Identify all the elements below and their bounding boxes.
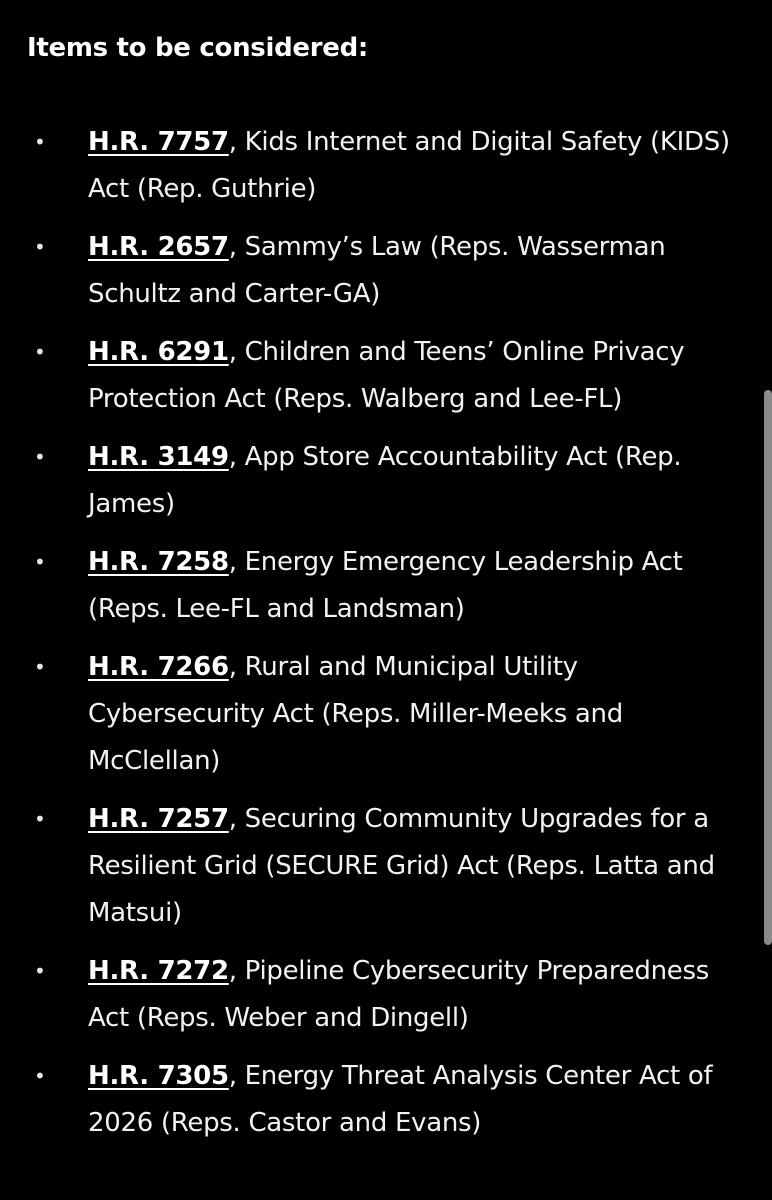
list-item xyxy=(0,948,750,1042)
bill-description: , Rural and Municipal Utility Cybersecurity Act (Reps. Miller-Meeks and McClellan) xyxy=(88,652,623,776)
bill-description: , Energy Emergency Leadership Act (Reps. Lee-FL and Landsman) xyxy=(88,547,683,624)
list-item xyxy=(0,1053,750,1147)
bill-description: , Children and Teens’ Online Privacy Protection Act (Reps. Walberg and Lee-FL) xyxy=(88,337,685,414)
bill-description: , Energy Threat Analysis Center Act of 2026 (Reps. Castor and Evans) xyxy=(88,1061,713,1138)
bill-link-hr7257[interactable]: H.R. 7257 xyxy=(88,804,229,834)
bullet-icon: • xyxy=(34,340,46,364)
list-item xyxy=(0,434,750,528)
bill-description: , App Store Accountability Act (Rep. James) xyxy=(88,442,682,519)
list-item xyxy=(0,796,750,937)
bill-description: , Kids Internet and Digital Safety (KIDS) Act (Rep. Guthrie) xyxy=(88,127,730,204)
bullet-icon: • xyxy=(34,130,46,154)
bill-description: , Sammy’s Law (Reps. Wasserman Schultz and Carter-GA) xyxy=(88,232,666,309)
list-item xyxy=(0,329,750,423)
bill-link-hr7305[interactable]: H.R. 7305 xyxy=(88,1061,229,1091)
bullet-icon: • xyxy=(34,1064,46,1088)
bullet-icon: • xyxy=(34,959,46,983)
bullet-icon: • xyxy=(34,235,46,259)
bill-link-hr7258[interactable]: H.R. 7258 xyxy=(88,547,229,577)
bill-description: , Securing Community Upgrades for a Resilient Grid (SECURE Grid) Act (Reps. Latta and Matsui) xyxy=(88,804,715,928)
vertical-scrollbar[interactable] xyxy=(764,390,772,945)
list-item xyxy=(0,644,750,785)
bullet-icon: • xyxy=(34,655,46,679)
list-item xyxy=(0,119,750,213)
bill-link-hr7266[interactable]: H.R. 7266 xyxy=(88,652,229,682)
bill-link-hr6291[interactable]: H.R. 6291 xyxy=(88,337,229,367)
bill-link-hr7757[interactable]: H.R. 7757 xyxy=(88,127,229,157)
bill-description: , Pipeline Cybersecurity Preparedness Act (Reps. Weber and Dingell) xyxy=(88,956,709,1033)
bill-list xyxy=(0,119,750,1158)
list-item xyxy=(0,539,750,633)
bullet-icon: • xyxy=(34,445,46,469)
list-item xyxy=(0,224,750,318)
bullet-icon: • xyxy=(34,807,46,831)
bill-link-hr7272[interactable]: H.R. 7272 xyxy=(88,956,229,986)
bullet-icon: • xyxy=(34,550,46,574)
bill-link-hr3149[interactable]: H.R. 3149 xyxy=(88,442,229,472)
bill-link-hr2657[interactable]: H.R. 2657 xyxy=(88,232,229,262)
page-heading: Items to be considered: xyxy=(27,33,368,63)
